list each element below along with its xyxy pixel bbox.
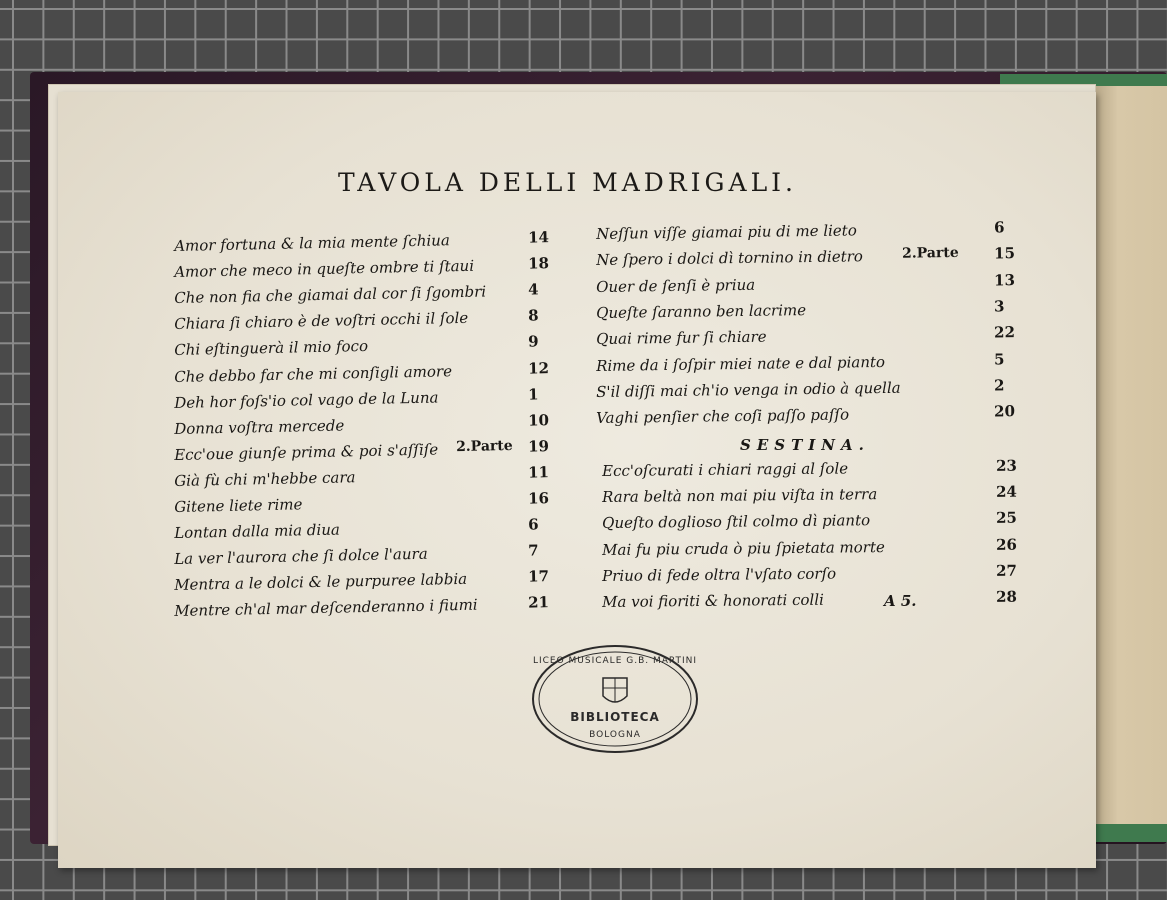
entry-page-number: 24 (995, 482, 1018, 502)
entry-page-number: 16 (527, 489, 550, 508)
entry-page-number: 5 (993, 349, 1005, 368)
entry-page-number: 23 (995, 456, 1018, 475)
entry-title: Rime da i ſoſpir miei nate e dal pianto (596, 352, 886, 375)
entry-page-number: 2 (993, 376, 1005, 395)
page-title: TAVOLA DELLI MADRIGALI. (338, 168, 797, 197)
entry-page-number: 12 (527, 358, 550, 378)
entry-title: Priuo di fede oltra l'vſato corſo (602, 564, 837, 585)
entry-page-number: 13 (993, 270, 1016, 290)
entry-title: Quai rime fur ſi chiare (596, 327, 767, 349)
entry-page-number: 20 (993, 402, 1016, 421)
entry-page-number: 1 (527, 384, 539, 404)
entry-page-number: 21 (527, 593, 550, 612)
entry-title: Mai fu piu cruda ò piu ſpietata morte (602, 537, 885, 559)
entry-page-number: 19 (527, 436, 550, 456)
entry-title: Chi eſtinguerà il mio foco (174, 337, 369, 360)
entry-title: Neſſun viſſe giamai piu di me lieto (596, 221, 857, 243)
entry-page-number: 14 (527, 228, 550, 247)
entry-page-number: 15 (993, 244, 1016, 263)
entry-page-number: 27 (995, 561, 1018, 580)
entry-page-number: 18 (527, 254, 550, 273)
sestina-heading: SESTINA. (740, 436, 870, 454)
entry-title: La ver l'aurora che ſi dolce l'aura (174, 544, 428, 569)
entry-title: Amor fortuna & la mia mente ſchiua (174, 231, 450, 255)
index-entry (602, 535, 1026, 558)
entry-part-label: 2.Parte (901, 245, 959, 263)
entry-title: Ecc'oſcurati i chiari raggi al ſole (602, 459, 849, 480)
entry-page-number: 22 (993, 323, 1016, 342)
entry-title: Queſto dogliosо ſtil colmo dì pianto (602, 511, 871, 533)
entry-page-number: 3 (993, 297, 1005, 316)
entry-page-number: 4 (527, 280, 539, 299)
entry-title: Rara beltà non mai piu viſta in terra (602, 485, 878, 507)
entry-title: Mentre ch'al mar deſcenderanno i fiumi (174, 596, 478, 621)
entry-title: Chiara ſi chiaro è de voſtri occhi il ſole (174, 309, 469, 334)
entry-page-number: 28 (995, 587, 1018, 606)
entry-title: Donna voſtra mercede (174, 416, 345, 438)
facing-page-edge (1094, 86, 1167, 824)
entry-title: Amor che meco in queſte ombre ti ſtaui (174, 256, 475, 282)
entry-title: Ma voi fioriti & honorati colli (602, 590, 824, 611)
entry-title: Che debbo far che mi conſigli amore (174, 361, 453, 386)
signature-mark: A 5. (884, 592, 917, 610)
entry-page-number: 25 (995, 509, 1018, 528)
entry-title: Gitene liete rime (174, 495, 303, 516)
entry-title: Deh hor foſs'io col vago de la Luna (174, 388, 439, 412)
entry-title: Che non fia che giamai dal cor ſi ſgombri (174, 282, 487, 308)
stamp-line-2: BIBLIOTECA (570, 710, 660, 724)
entry-page-number: 26 (995, 535, 1018, 554)
entry-title: Ecc'oue giunſe prima & poi s'aſſiſe (174, 440, 439, 464)
entry-title: S'il diſſi mai ch'io venga in odio à quella (596, 378, 901, 401)
entry-title: Già fù chi m'hebbe cara (174, 468, 356, 490)
entry-page-number: 6 (993, 218, 1005, 237)
stamp-line-3: BOLOGNA (589, 730, 641, 740)
entry-page-number: 6 (527, 515, 539, 534)
entry-title: Lontan dalla mia diua (174, 520, 341, 543)
entry-page-number: 10 (527, 410, 550, 430)
entry-title: Mentra a le dolci & le purpuree labbia (174, 570, 468, 595)
entry-page-number: 7 (527, 541, 539, 560)
entry-title: Vaghi penſier che coſi paſſo paſſo (596, 405, 850, 428)
entry-title: Ne ſpero i dolci dì tornino in dietro (596, 247, 864, 270)
entry-page-number: 17 (527, 567, 550, 586)
entry-page-number: 8 (527, 306, 539, 325)
stamp-line-1: LICEO MUSICALE G.B. MARTINI (532, 656, 698, 666)
entry-page-number: 9 (527, 332, 539, 351)
entry-page-number: 11 (527, 463, 550, 482)
entry-part-label: 2.Parte (455, 437, 513, 455)
entry-title: Queſte ſaranno ben lacrime (596, 300, 807, 322)
entry-title: Ouer de ſenſi è priua (596, 275, 756, 296)
library-stamp (531, 644, 699, 754)
